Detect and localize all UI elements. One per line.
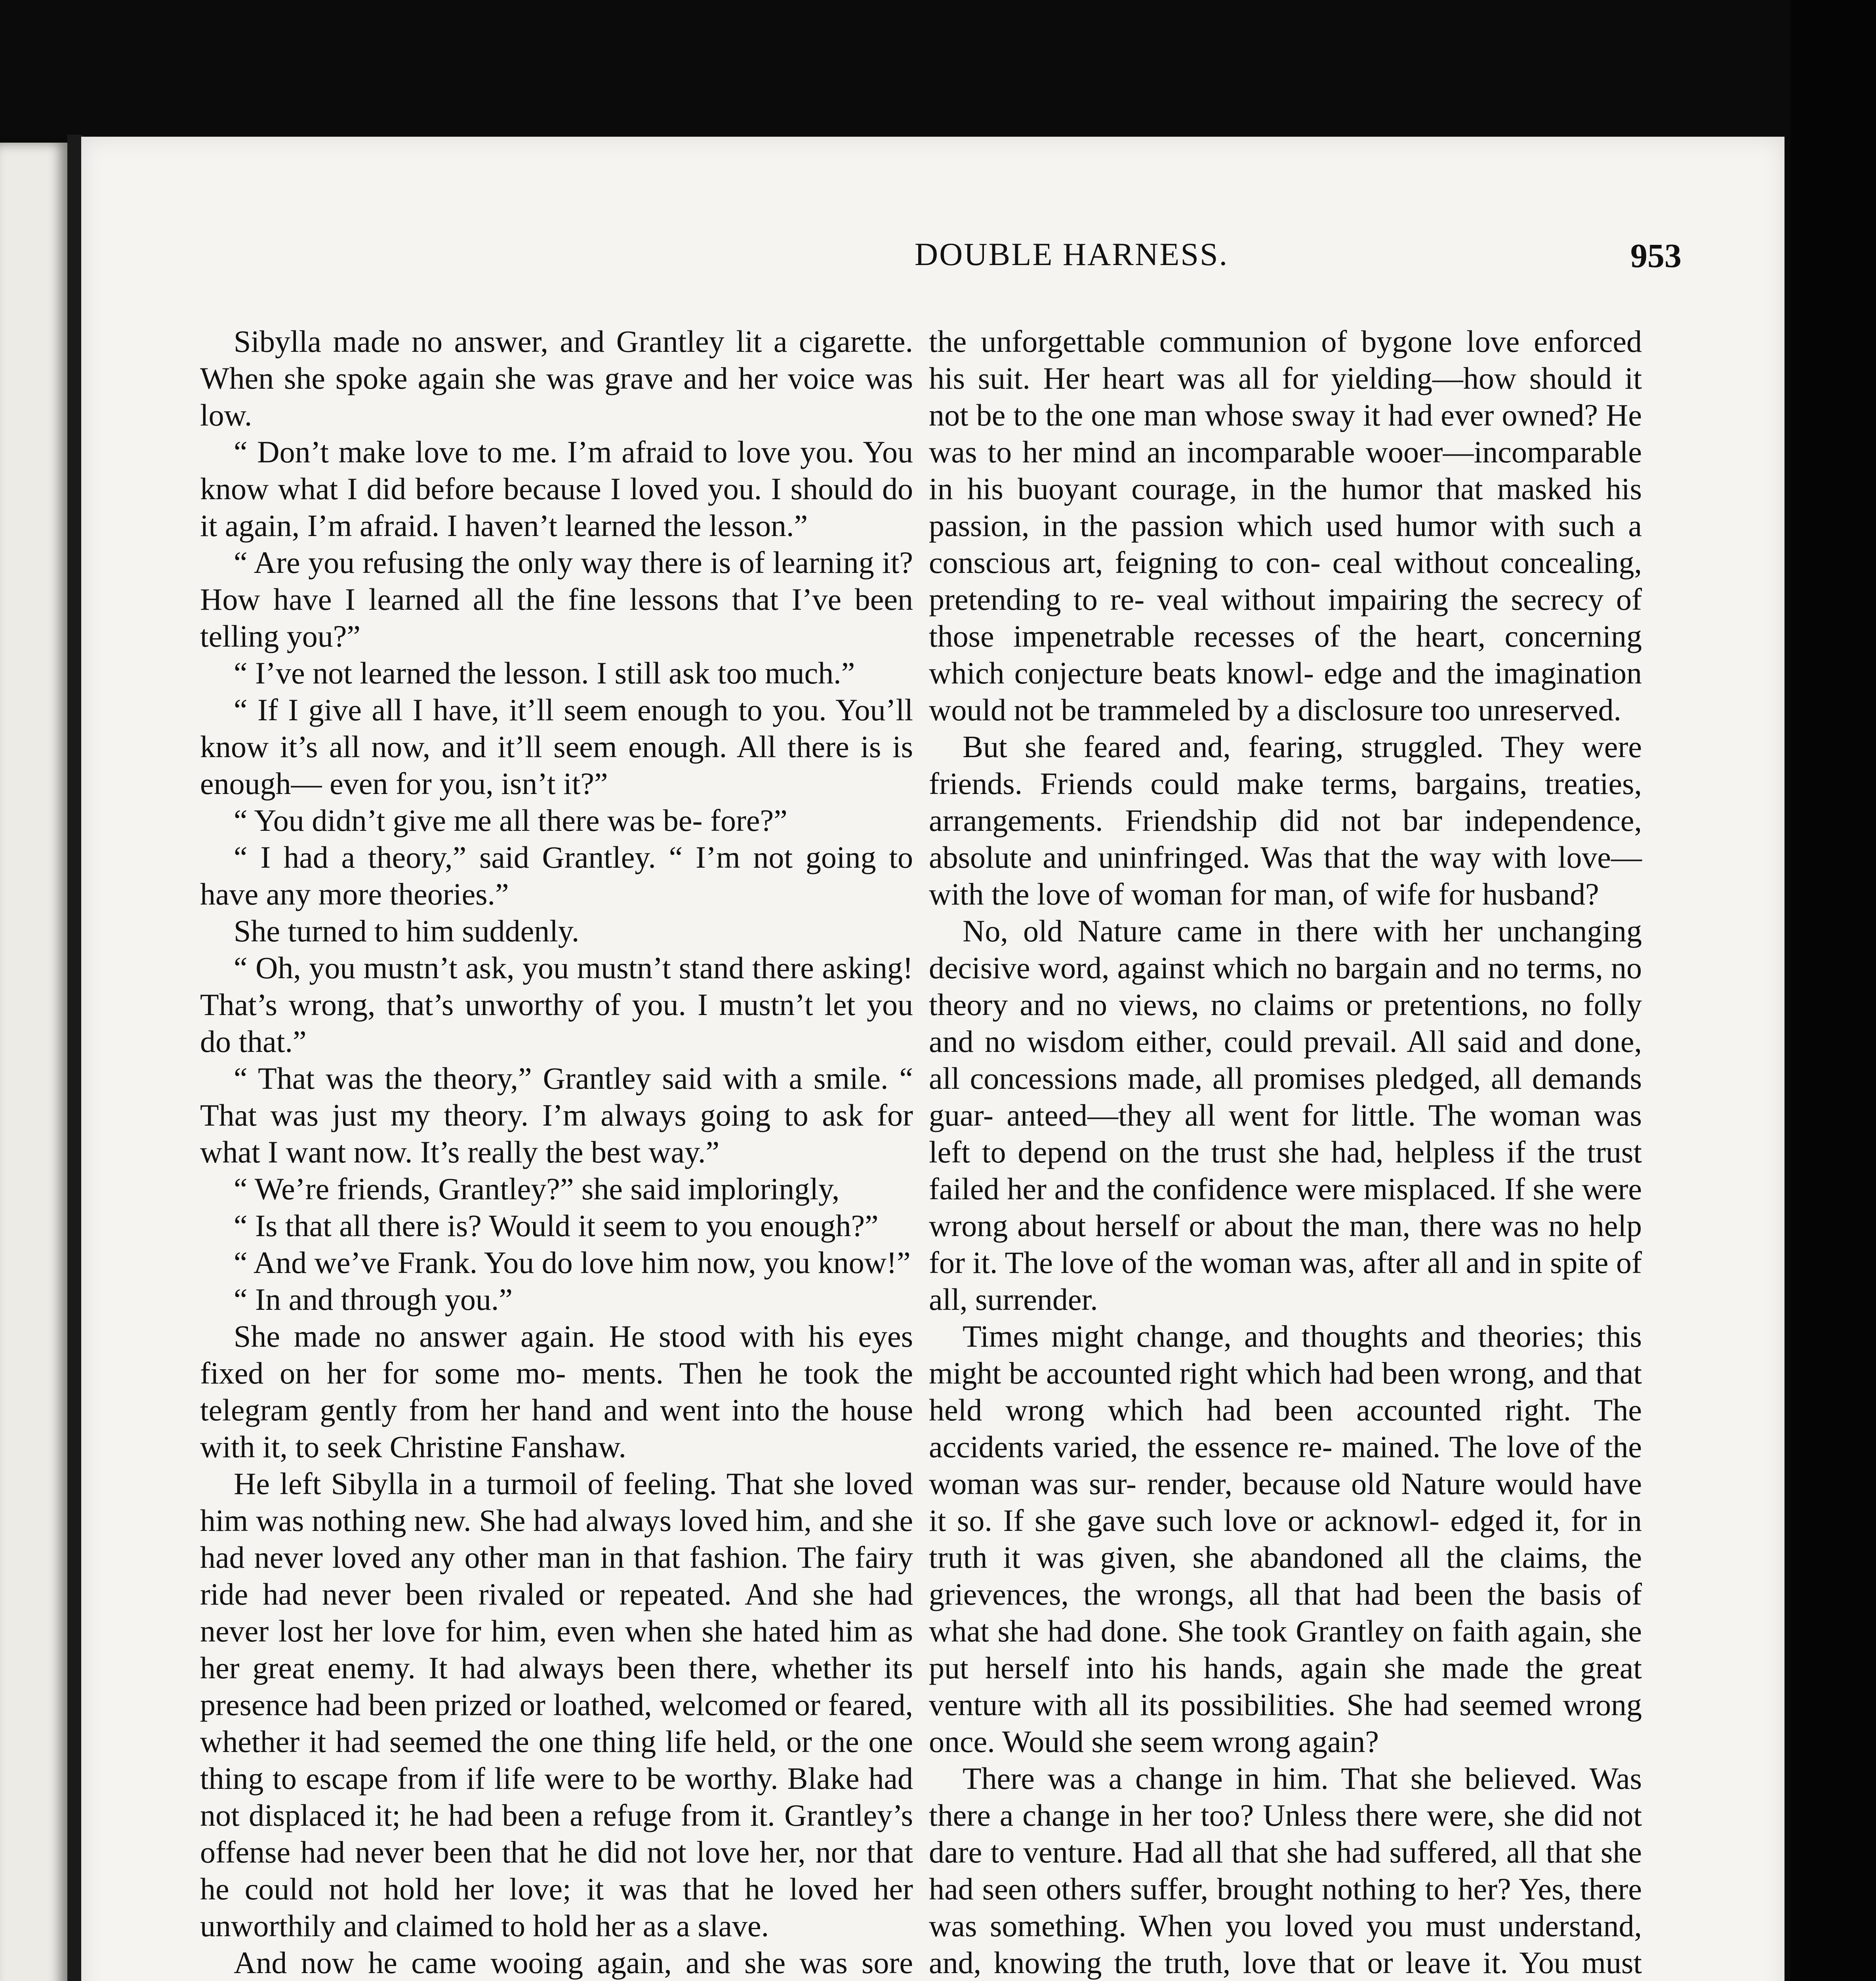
paragraph: Sibylla made no answer, and Grantley lit a cigarette. When she spoke again she was grave and her voice was low. — [200, 324, 913, 432]
paragraph: And now he came wooing again, and she was sore — [234, 1945, 913, 1980]
facing-page-edge — [0, 143, 67, 1981]
paragraph: No, old Nature came in there with her unchanging decisive word, against which no bargain and no terms, no theory and no views, no claims or pretentions, no folly and no wisdom either, could prevail. All said and done, all concessions made, all promises pledged, all demands guar- anteed—they all went for little. The woman was left to depend on the trust she had, helpless if the trust failed her and the confidence were misplaced. If she were wrong about herself or about the man, there was no help for it. The love of the woman was, after all and in spite of all, surrender. — [929, 914, 1642, 1317]
magazine-page — [81, 137, 1784, 1981]
paragraph: “ In and through you.” — [234, 1282, 513, 1317]
paragraph: “ I had a theory,” said Grantley. “ I’m not going to have any more theories.” — [200, 840, 913, 911]
paragraph: “ If I give all I have, it’ll seem enough to you. You’ll know it’s all now, and it’ll seem enough. All there is is enough— even for you, isn’t it?” — [200, 693, 913, 801]
paragraph: “ Is that all there is? Would it seem to you enough?” — [234, 1208, 879, 1243]
scan-border-top — [0, 0, 1876, 137]
book-gutter — [67, 135, 83, 1981]
paragraph: She turned to him suddenly. — [234, 914, 580, 948]
paragraph: “ Are you refusing the only way there is of learning it? How have I learned all the fine lessons that I’ve been telling you?” — [200, 545, 913, 653]
paragraph: He left Sibylla in a turmoil of feeling. That she loved him was nothing new. She had always loved him, and she had never loved any other man in that fashion. The fairy ride had never been rivaled or repeated. And she had never lost her love for him, even when she hated him as her great enemy. It had always been there, whether its presence had been prized or loathed, welcomed or feared, whether it had seemed the one thing life held, or the one thing to escape from if life were to be worthy. Blake had not displaced it; he had been a refuge from it. Grantley’s offense had never been that he did not love her, nor that he could not hold her love; it was that he loved her unworthily and claimed to hold her as a slave. — [200, 1466, 913, 1943]
running-title: DOUBLE HARNESS. — [914, 236, 1229, 272]
paragraph: the unforgettable communion of bygone love enforced his suit. Her heart was all for yielding—how should it not be to the one man whose sway it had ever owned? He was to her mind an incomparable wooer—incomparable in his buoyant courage, in the humor that masked his passion, in the passion which used humor with such a conscious art, feigning to con- ceal without concealing, pretending to re- veal without impairing the secrecy of those impenetrable recesses of the heart, concerning which conjecture beats knowl- edge and the imagination would not be trammeled by a disclosure too unreserved. — [929, 324, 1642, 727]
paragraph: “ And we’ve Frank. You do love him now, you know!” — [234, 1245, 911, 1280]
paragraph: “ That was the theory,” Grantley said with a smile. “ That was just my theory. I’m always going to ask for what I want now. It’s really the best way.” — [200, 1061, 913, 1169]
scan-border-right — [1790, 0, 1876, 1981]
paragraph: “ Oh, you mustn’t ask, you mustn’t stand there asking! That’s wrong, that’s unworthy of you. I mustn’t let you do that.” — [200, 950, 913, 1059]
paragraph: “ You didn’t give me all there was be- fore?” — [234, 803, 787, 838]
paragraph: But she feared and, fearing, struggled. They were friends. Friends could make terms, bargains, treaties, arrangements. Friendship did not bar independence, absolute and uninfringed. Was that the way with love—with the love of woman for man, of wife for husband? — [929, 729, 1642, 911]
paragraph: There was a change in him. That she believed. Was there a change in her too? Unless there were, she did not dare to venture. Had all that she had suffered, all that she had seen others suffer, brought nothing to her? Yes, there was something. When you loved you must understand, and, knowing the truth, love that or leave it. You must — [929, 1761, 1642, 1980]
paragraph: “ Don’t make love to me. I’m afraid to love you. You know what I did before because I loved you. I should do it again, I’m afraid. I haven’t learned the lesson.” — [200, 435, 913, 543]
paragraph: “ We’re friends, Grantley?” she said imploringly, — [234, 1172, 840, 1206]
text-column-left — [200, 323, 913, 1981]
paragraph: Times might change, and thoughts and theories; this might be accounted right which had been wrong, and that held wrong which had been accounted right. The accidents varied, the essence re- mained. The love of the woman was sur- render, because old Nature would have it so. If she gave such love or acknowl- edged it, for in truth it was given, she abandoned all the claims, the grievences, the wrongs, all that had been the basis of what she had done. She took Grantley on faith again, she put herself into his hands, again she made the great venture with all its possibilities. She had seemed wrong once. Would she seem wrong again? — [929, 1319, 1642, 1759]
paragraph: She made no answer again. He stood with his eyes fixed on her for some mo- ments. Then he took the telegram gently from her hand and went into the house with it, to seek Christine Fanshaw. — [200, 1319, 913, 1464]
text-column-right — [929, 323, 1642, 1981]
page-number: 953 — [1630, 237, 1682, 275]
paragraph: “ I’ve not learned the lesson. I still ask too much.” — [234, 656, 855, 690]
